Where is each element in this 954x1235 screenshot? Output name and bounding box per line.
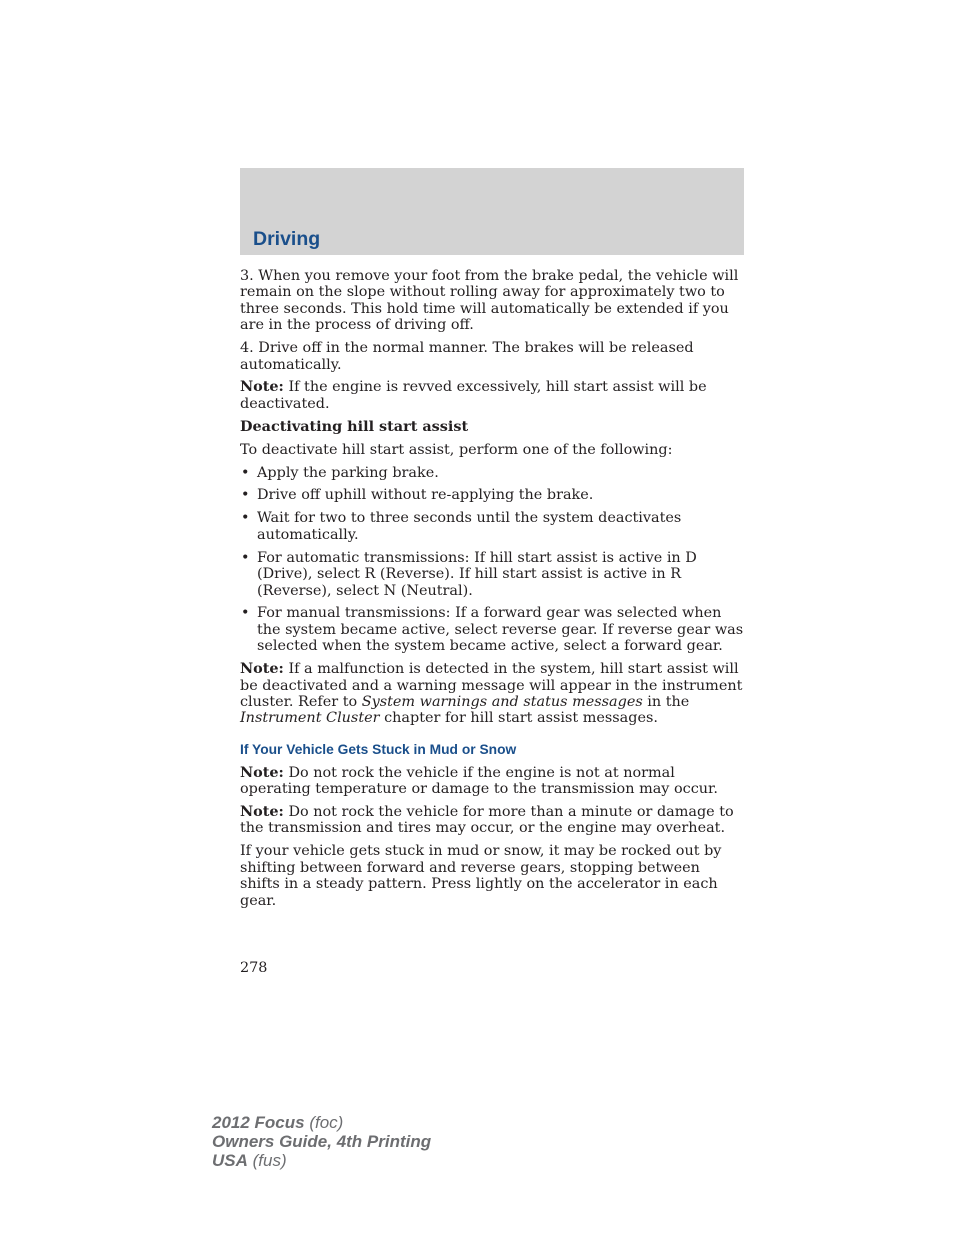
cross-reference: Instrument Cluster bbox=[240, 710, 380, 727]
note-label: Note: bbox=[240, 660, 284, 678]
note-label: Note: bbox=[240, 802, 284, 820]
footer-line-model: 2012 Focus (foc) bbox=[212, 1113, 344, 1132]
deactivate-list bbox=[240, 465, 744, 655]
deactivate-heading: Deactivating hill start assist bbox=[240, 417, 469, 435]
page-content bbox=[240, 268, 744, 915]
note-label: Note: bbox=[240, 763, 284, 781]
section-header-band bbox=[240, 168, 744, 255]
note-label: Note: bbox=[240, 378, 284, 396]
stuck-heading: If Your Vehicle Gets Stuck in Mud or Snow bbox=[240, 741, 517, 757]
bullet-icon: • bbox=[241, 487, 250, 504]
list-item: • Apply the parking brake. bbox=[241, 464, 439, 481]
page-number: 278 bbox=[240, 960, 268, 976]
bullet-icon: • bbox=[241, 605, 250, 622]
bullet-icon: • bbox=[241, 464, 250, 481]
bullet-icon: • bbox=[241, 510, 250, 527]
deactivate-intro: To deactivate hill start assist, perform one of the following: bbox=[240, 441, 673, 458]
list-item: • For automatic transmissions: If hill start assist is active in D (Drive), select R (Reverse). If hill start assist is active in R (Reverse), select N (Neutral). bbox=[241, 549, 697, 599]
paragraph-step-3: 3. When you remove your foot from the brake pedal, the vehicle will remain on the slope without rolling away for approximately two to three seconds. This hold time will automatically be extended if you are in the process of driving off. bbox=[240, 268, 739, 334]
note-temperature: Note: Do not rock the vehicle if the engine is not at normal operating temperature or damage to the transmission may occur. bbox=[240, 763, 718, 798]
note-text: If the engine is revved excessively, hill start assist will be deactivated. bbox=[240, 379, 707, 412]
footer-line-guide: Owners Guide, 4th Printing bbox=[212, 1132, 432, 1151]
list-item: • For manual transmissions: If a forward gear was selected when the system became active, select reverse gear. If reverse gear was selected when the system became active, select a forward gear. bbox=[241, 605, 744, 655]
note-revved bbox=[240, 379, 744, 412]
bullet-icon: • bbox=[241, 549, 250, 566]
list-item: • Drive off uphill without re-applying the brake. bbox=[241, 487, 594, 504]
document-footer bbox=[212, 1113, 431, 1170]
cross-reference: System warnings and status messages bbox=[361, 693, 643, 710]
list-item: • Wait for two to three seconds until the system deactivates automatically. bbox=[241, 510, 682, 543]
paragraph-rocking: If your vehicle gets stuck in mud or snow, it may be rocked out by shifting between forward and reverse gears, stopping between shifts in a steady pattern. Press lightly on the accelerator in each gear. bbox=[240, 843, 722, 909]
section-title: Driving bbox=[253, 228, 321, 250]
note-overheat: Note: Do not rock the vehicle for more than a minute or damage to the transmission and tires may occur, or the engine may overheat. bbox=[240, 802, 734, 837]
footer-line-market: USA (fus) bbox=[212, 1151, 287, 1170]
note-malfunction: Note: If a malfunction is detected in the system, hill start assist will be deactivated and a warning message will appear in the instrument cluster. Refer to System warnings and status messages in the Instrument Cluster chapter for hill start assist messages. bbox=[240, 660, 743, 727]
paragraph-step-4: 4. Drive off in the normal manner. The brakes will be released automatically. bbox=[240, 340, 694, 373]
